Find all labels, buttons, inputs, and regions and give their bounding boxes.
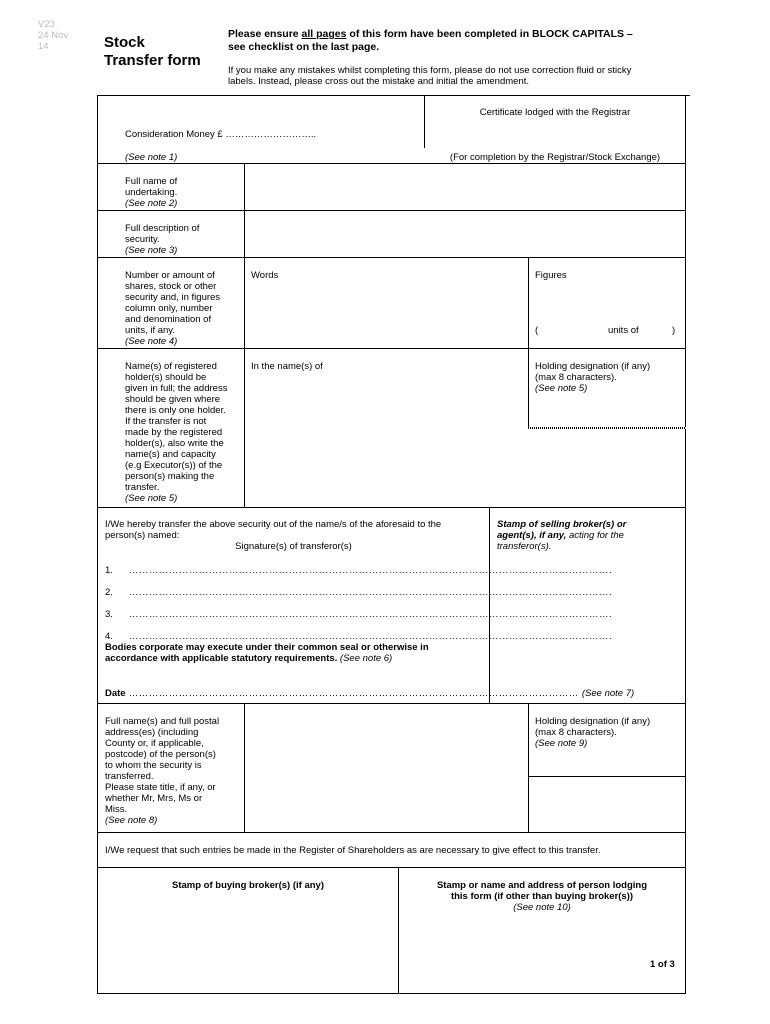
amount-figures-label: Figures	[535, 270, 567, 281]
stamp-selling-broker-label: Stamp of selling broker(s) or agent(s), if any, acting for the transferor(s).	[497, 519, 627, 552]
register-request-statement: I/We request that such entries be made in the Register of Shareholders as are necessary to give effect to this transfer.	[105, 845, 601, 856]
signature-line-4[interactable]: ……………………………………………………………………………………………………………………………….	[129, 631, 613, 642]
stamp-buying-broker-area[interactable]	[100, 895, 396, 991]
page-number: 1 of 3	[650, 959, 675, 970]
security-label: Full description of security. (See note 3)	[125, 223, 200, 256]
signature-number-3: 3.	[105, 609, 113, 620]
stamp-lodging-area[interactable]	[401, 915, 683, 955]
bodies-corporate-notice: Bodies corporate may execute under their common seal or otherwise in accordance with applicable statutory requirements. (See note 6)	[105, 642, 429, 664]
signature-number-4: 4.	[105, 631, 113, 642]
signature-line-2[interactable]: ……………………………………………………………………………………………………………………………….	[129, 587, 613, 598]
instruction-bold-1: Please ensure all pages of this form have been completed in BLOCK CAPITALS –	[228, 28, 633, 40]
security-input[interactable]	[246, 212, 684, 256]
instruction-bold-2: see checklist on the last page.	[228, 41, 380, 53]
consideration-note: (See note 1)	[125, 152, 178, 163]
version-label: V23	[38, 19, 55, 30]
stamp-selling-broker-area[interactable]	[491, 556, 683, 701]
registered-holders-label: Name(s) of registered holder(s) should be given in full; the address should be given where there is only one holder. If the transfer is not made by the registered holder(s), also write the name(s) and capacity (e.g Executor(s)) of the person(s) making the transfer. (See note 5)	[125, 361, 228, 504]
figures-paren-open: (	[535, 325, 539, 336]
transferee-input[interactable]	[246, 705, 526, 831]
holding-designation-label: Holding designation (if any) (max 8 characters). (See note 5)	[535, 361, 651, 394]
units-of-label: units of	[608, 325, 639, 336]
transferee-label: Full name(s) and full postal address(es) (including County or, if applicable, postcode) of the person(s) to whom the security is transferred. Please state title, if any, or whether Mr, Mrs, Ms or Miss. (See note 8)	[105, 716, 220, 826]
transferee-holding-designation-input[interactable]	[530, 778, 684, 831]
date-label-2: 14	[38, 41, 49, 52]
in-the-names-of-label: In the name(s) of	[251, 361, 323, 372]
consideration-money-field[interactable]: Consideration Money £ ………………………..	[125, 129, 317, 140]
form-title-line1: Stock	[104, 34, 145, 51]
instruction-line-1: If you make any mistakes whilst completing this form, please do not use correction fluid or sticky	[228, 65, 632, 76]
figures-paren-close: )	[672, 325, 676, 336]
undertaking-label: Full name of undertaking. (See note 2)	[125, 176, 178, 209]
instruction-line-2: labels. Instead, please cross out the mistake and initial the amendment.	[228, 76, 530, 87]
figures-number-input[interactable]	[545, 322, 605, 336]
registered-holders-input[interactable]	[246, 374, 526, 504]
signature-line-3[interactable]: ……………………………………………………………………………………………………………………………….	[129, 609, 613, 620]
amount-words-input[interactable]	[246, 283, 526, 347]
amount-label: Number or amount of shares, stock or other security and, in figures column only, number and denomination of units, if any. (See note 4)	[125, 270, 221, 347]
signature-transferors-label: Signature(s) of transferor(s)	[235, 541, 352, 552]
stamp-lodging-label: Stamp or name and address of person lodging this form (if other than buying broker(s)) (See note 10)	[436, 880, 648, 913]
date-field[interactable]: Date ……………………………………………………………………………………………………………………… (See note 7)	[105, 688, 635, 699]
date-label-1: 24 Nov	[38, 30, 69, 41]
signature-number-2: 2.	[105, 587, 113, 598]
transfer-declaration: I/We hereby transfer the above security out of the name/s of the aforesaid to the person(s) named:	[105, 519, 442, 541]
form-title-line2: Transfer form	[104, 52, 201, 69]
signature-number-1: 1.	[105, 565, 113, 576]
transferee-holding-designation-label: Holding designation (if any) (max 8 characters). (See note 9)	[535, 716, 651, 749]
registrar-note: (For completion by the Registrar/Stock Exchange)	[449, 152, 661, 163]
stamp-buying-broker-label: Stamp of buying broker(s) (if any)	[171, 880, 324, 891]
registrar-certificate-title: Certificate lodged with the Registrar	[479, 107, 631, 118]
undertaking-input[interactable]	[246, 165, 684, 209]
amount-words-label: Words	[251, 270, 279, 281]
signature-line-1[interactable]: ……………………………………………………………………………………………………………………………….	[129, 565, 613, 576]
